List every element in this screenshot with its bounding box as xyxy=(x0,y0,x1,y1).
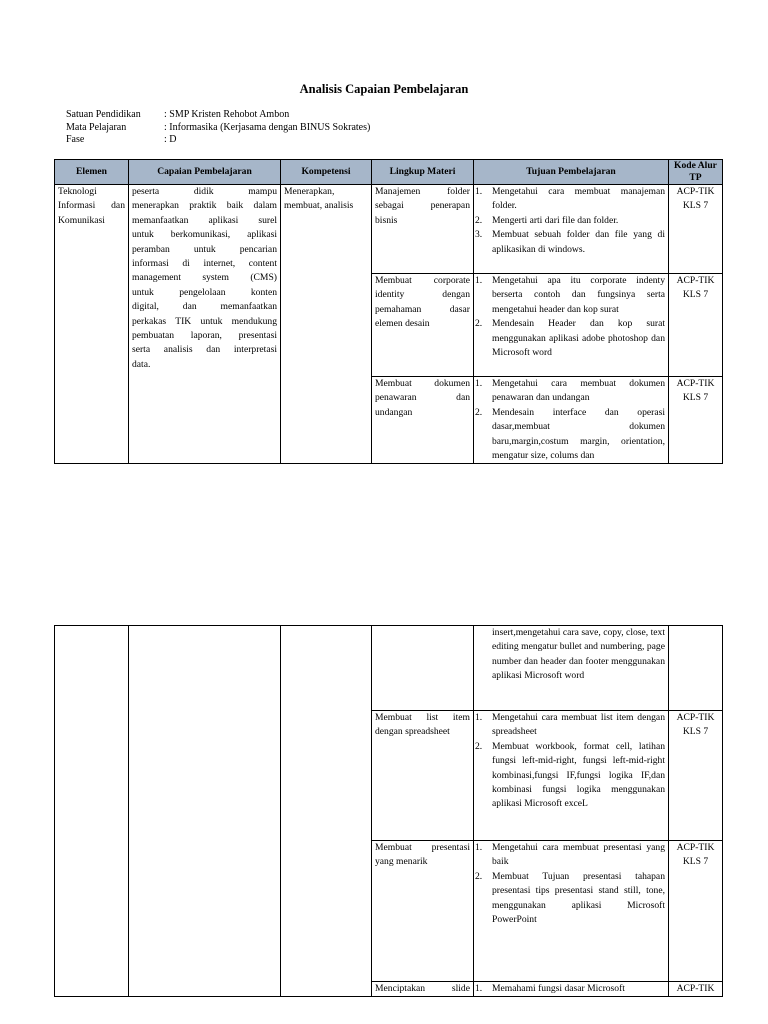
lingkup-cell: Membuat dokumen penawaran dan undangan xyxy=(372,377,474,464)
tujuan-item xyxy=(477,406,665,464)
tujuan-text: Membuat sebuah folder dan file yang di aplikasikan di windows. xyxy=(492,229,665,255)
tujuan-item xyxy=(477,214,665,228)
tujuan-text: Memahami fungsi dasar Microsoft xyxy=(492,983,625,994)
tujuan-item xyxy=(477,228,665,257)
tujuan-item xyxy=(477,711,665,740)
capaian-line: peramban untuk pencarian xyxy=(132,243,277,255)
lingkup-cell: Manajemen folder sebagai penerapan bisnis xyxy=(372,185,474,274)
capaian-line: menerapkan praktik baik dalam xyxy=(132,200,277,212)
elemen-cell: Teknologi Informasi dan Komunikasi xyxy=(55,185,129,464)
header-elemen: Elemen xyxy=(55,160,129,185)
tujuan-list xyxy=(477,377,665,463)
meta-value: : D xyxy=(164,134,177,145)
tujuan-number: 3. xyxy=(475,229,483,241)
table-row xyxy=(55,185,723,274)
lingkup-cell: Membuat presentasi yang menarik xyxy=(372,841,474,982)
kode-cell xyxy=(669,626,723,711)
meta-label: Fase xyxy=(66,134,85,145)
tujuan-cell xyxy=(474,841,669,982)
header-capaian: Capaian Pembelajaran xyxy=(129,160,281,185)
meta-value: : Informasika (Kerjasama dengan BINUS Sokrates) xyxy=(164,121,371,133)
tujuan-cell xyxy=(474,626,669,711)
meta-row xyxy=(66,134,370,147)
meta-row xyxy=(66,109,370,122)
tujuan-number: 2. xyxy=(475,318,483,330)
tujuan-text: Mengetahui apa itu corporate indenty berserta contoh dan fungsinya serta mengetahui header dan kop surat xyxy=(492,275,665,315)
tujuan-item xyxy=(477,377,665,406)
meta-label: Satuan Pendidikan xyxy=(66,109,141,120)
meta-label: Mata Pelajaran xyxy=(66,121,127,133)
lingkup-cell: Membuat corporate identity dengan pemahaman dasar elemen desain xyxy=(372,274,474,377)
tujuan-item xyxy=(477,982,665,996)
tujuan-item xyxy=(477,317,665,360)
tujuan-text: Membuat workbook, format cell, latihan fungsi left-mid-right, fungsi left-mid-right kombinasi,fungsi IF,fungsi logika IF,dan kombinasi fungsi logika menggunakan aplikasi Microsoft exceL xyxy=(492,740,665,810)
tujuan-number: 1. xyxy=(475,712,483,723)
table-header-row xyxy=(55,160,723,185)
kode-cell: ACP-TIK KLS 7 xyxy=(669,274,723,377)
tujuan-item xyxy=(477,870,665,928)
capaian-line: perkakas TIK untuk mendukung xyxy=(132,315,277,327)
tujuan-number: 2. xyxy=(475,406,483,418)
capaian-line: memanfaatkan aplikasi surel xyxy=(132,214,277,226)
meta-block xyxy=(66,109,370,147)
tujuan-cell xyxy=(474,185,669,274)
tujuan-list xyxy=(477,274,665,360)
tujuan-list xyxy=(477,711,665,812)
tujuan-number: 1. xyxy=(475,842,483,853)
kode-cell: ACP-TIK KLS 7 xyxy=(669,377,723,464)
lingkup-cell: Membuat list item dengan spreadsheet xyxy=(372,711,474,841)
tujuan-list xyxy=(477,185,665,257)
tujuan-item xyxy=(477,185,665,214)
capaian-line: management system (CMS) xyxy=(132,272,277,284)
cp-table-page-1 xyxy=(54,159,723,464)
capaian-line: data. xyxy=(132,358,151,370)
capaian-cell xyxy=(129,185,281,464)
tujuan-item xyxy=(477,740,665,812)
tujuan-text: Mendesain Header dan kop surat menggunakan aplikasi adobe photoshop dan Microsoft word xyxy=(492,318,665,359)
cp-table-page-2 xyxy=(54,625,723,997)
tujuan-number: 1. xyxy=(475,378,483,389)
meta-value: : SMP Kristen Rehobot Ambon xyxy=(164,109,290,120)
tujuan-list xyxy=(477,841,665,927)
table-row xyxy=(55,626,723,711)
kode-cell: ACP-TIK xyxy=(669,982,723,997)
tujuan-text: Mendesain interface dan operasi dasar,membuat dokumen baru,margin,costum margin, orientation, mengatur size, colums dan xyxy=(492,406,665,462)
elemen-cell xyxy=(55,626,129,997)
tujuan-item xyxy=(477,841,665,870)
header-lingkup: Lingkup Materi xyxy=(372,160,474,185)
kode-cell: ACP-TIK KLS 7 xyxy=(669,711,723,841)
tujuan-number: 1. xyxy=(475,186,483,197)
tujuan-text: Mengetahui cara membuat manajeman folder. xyxy=(492,186,665,212)
kompetensi-cell xyxy=(281,626,372,997)
kode-cell: ACP-TIK KLS 7 xyxy=(669,841,723,982)
capaian-line: peserta didik mampu xyxy=(132,186,277,197)
tujuan-continuation: insert,mengetahui cara save, copy, close, text editing mengatur bullet and numbering, page number dan header dan footer menggunakan aplikasi Microsoft word xyxy=(492,627,665,682)
capaian-line: informasi di internet, content xyxy=(132,258,277,270)
capaian-line: digital, dan memanfaatkan xyxy=(132,301,277,313)
tujuan-text: Mengetahui cara membuat presentasi yang baik xyxy=(492,842,665,868)
tujuan-text: Mengetahui cara membuat dokumen penawaran dan undangan xyxy=(492,378,665,404)
tujuan-list xyxy=(477,982,665,996)
tujuan-cell xyxy=(474,274,669,377)
tujuan-item xyxy=(477,274,665,317)
lingkup-cell: Menciptakan slide xyxy=(372,982,474,997)
kompetensi-cell: Menerapkan, membuat, analisis xyxy=(281,185,372,464)
kode-cell: ACP-TIK KLS 7 xyxy=(669,185,723,274)
capaian-line: pembuatan laporan, presentasi xyxy=(132,330,277,342)
capaian-cell xyxy=(129,626,281,997)
capaian-lines xyxy=(132,185,277,372)
meta-row xyxy=(66,122,370,135)
capaian-line: untuk pengelolaan konten xyxy=(132,286,277,298)
tujuan-number: 1. xyxy=(475,983,483,994)
capaian-line: serta analisis dan interpretasi xyxy=(132,344,277,356)
tujuan-text: Membuat Tujuan presentasi tahapan presentasi tips presentasi stand still, tone, menggunakan aplikasi Microsoft PowerPoint xyxy=(492,870,665,926)
tujuan-number: 2. xyxy=(475,740,483,752)
header-tujuan: Tujuan Pembelajaran xyxy=(474,160,669,185)
document-title: Analisis Capaian Pembelajaran xyxy=(299,82,469,96)
header-kode: Kode Alur TP xyxy=(669,160,723,185)
tujuan-cell xyxy=(474,711,669,841)
tujuan-number: 1. xyxy=(475,275,483,286)
lingkup-cell xyxy=(372,626,474,711)
tujuan-number: 2. xyxy=(475,870,483,882)
tujuan-cell xyxy=(474,377,669,464)
capaian-line: untuk berkomunikasi, aplikasi xyxy=(132,229,277,241)
header-kompetensi: Kompetensi xyxy=(281,160,372,185)
tujuan-cell xyxy=(474,982,669,997)
tujuan-number: 2. xyxy=(475,214,483,226)
tujuan-text: Mengerti arti dari file dan folder. xyxy=(492,214,619,226)
tujuan-text: Mengetahui cara membuat list item dengan spreadsheet xyxy=(492,712,665,738)
